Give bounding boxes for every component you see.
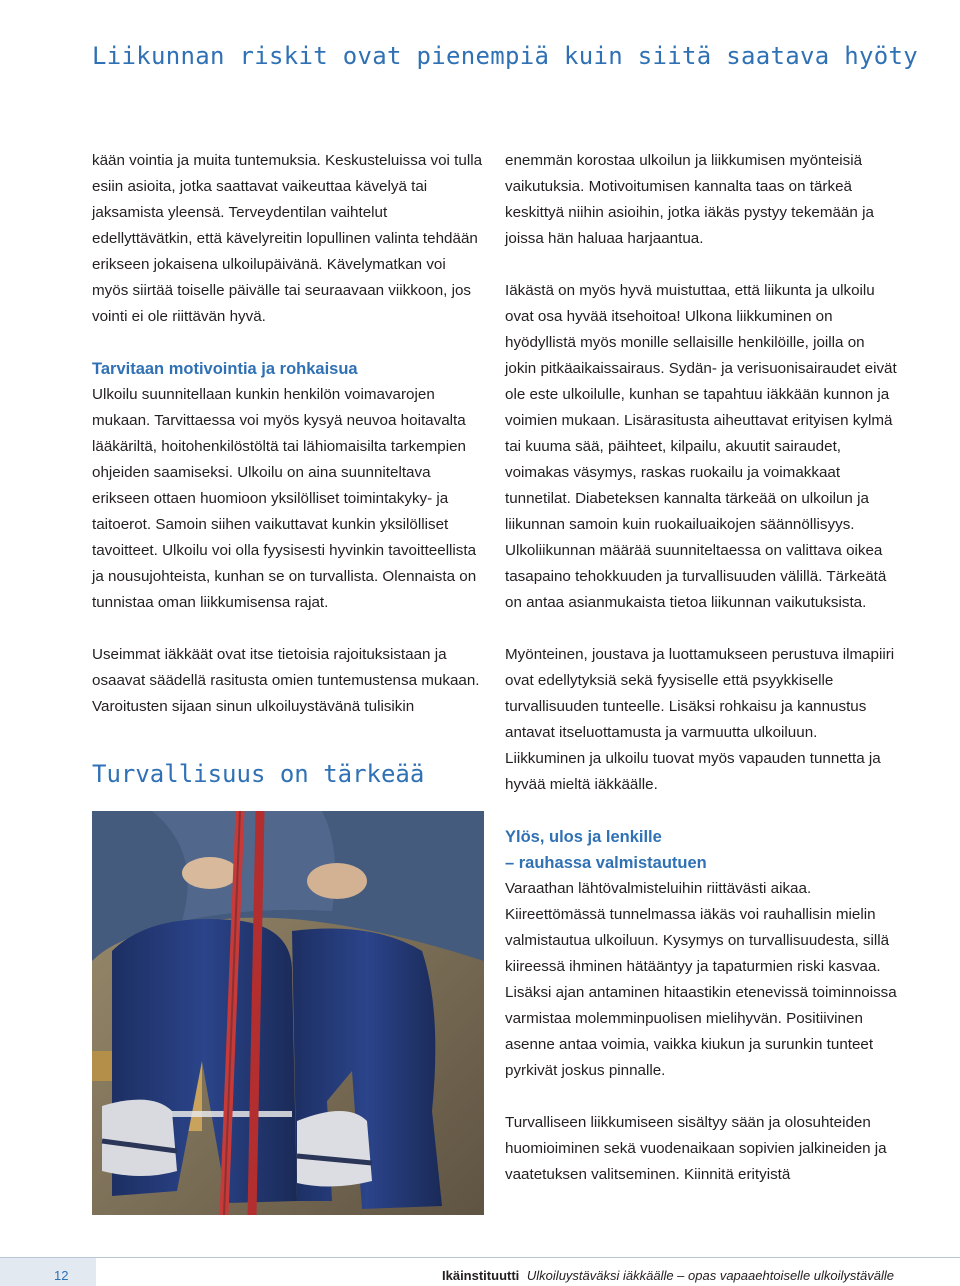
left-paragraph-2: Ulkoilu suunnitellaan kunkin henkilön voimavarojen mukaan. Tarvittaessa voi myös kysyä neuvoa hoitavalta lääkäriltä, hoitohenkilöstöltä tai lähiomaisilta tarkempien ohjeiden saamiseksi. Ulkoilu on aina suunniteltava erikseen ottaen huomioon yksilölliset toimintakyky- ja taitoerot. Samoin siihen vaikuttavat kunkin yksilölliset tavoitteet. Ulkoilu voi olla fyysisesti hyvinkin tavoitteellista ja nousujohteista, kunhan se on turvallista. Olennaista on tunnistaa oman liikkumisensa rajat. — [92, 386, 477, 611]
right-column — [505, 148, 897, 1214]
right-paragraph-4: Varaathan lähtövalmisteluihin riittävästi aikaa. Kiireettömässä tunnelmassa iäkäs voi rauhallisin mielin valmistautua ulkoiluun. Kysymys on turvallisuudesta, sillä kiireessä ihminen hätääntyy ja tapaturmien riski kasvaa. Lisäksi ajan antaminen hitaastikin etenevissä toiminnoissa varmistaa molemminpuolisen mielihyvän. Positiivinen asenne antaa voimia, vaikka kiukun ja surunkin tunteet pyrkivät joskus pinnalle. — [505, 880, 897, 1079]
footer-publication-title: Ulkoiluystäväksi iäkkäälle – opas vapaaehtoiselle ulkoilystävälle — [526, 1268, 894, 1283]
page-number: 12 — [54, 1268, 69, 1283]
right-paragraph-5: Turvalliseen liikkumiseen sisältyy sään ja olosuhteiden huomioiminen sekä vuodenaikaan sopivien jalkineiden ja vaatetuksen valitseminen. Kiinnitä erityistä — [505, 1114, 887, 1183]
section-title-safety: Turvallisuus on tärkeää — [92, 760, 425, 788]
photo-elderly-walker-with-poles — [92, 811, 484, 1215]
left-column — [92, 148, 484, 746]
left-paragraph-3: Useimmat iäkkäät ovat itse tietoisia rajoituksistaan ja osaavat säädellä rasitusta omien tuntemustensa mukaan. Varoitusten sijaan sinun ulkoiluystävänä tulisikin — [92, 646, 480, 715]
left-paragraph-1: kään vointia ja muita tuntemuksia. Keskusteluissa voi tulla esiin asioita, jotka saattavat vaikeuttaa kävelyä tai jaksamista yleensä. Terveydentilan vaihtelut edellyttävätkin, että kävelyreitin lopullinen valinta tehdään erikseen jokaisena ulkoilupäivänä. Kävelymatkan voi myös siirtää toiselle päivälle tai seuraavaan viikkoon, jos vointi ei ole riittävän hyvä. — [92, 152, 483, 325]
subheading-preparation-line1: Ylös, ulos ja lenkille — [505, 828, 662, 846]
right-paragraph-3: Myönteinen, joustava ja luottamukseen perustuva ilmapiiri ovat edellytyksiä sekä fyysiselle että psyykkiselle turvallisuuden tunteelle. Lisäksi rohkaisu ja kannustus antavat itseluottamusta ja varmuutta ulkoiluun. Liikkuminen ja ulkoilu tuovat myös vapauden tunnetta ja hyvää mieltä iäkkäälle. — [505, 646, 895, 793]
right-paragraph-2: Iäkästä on myös hyvä muistuttaa, että liikunta ja ulkoilu ovat osa hyvää itsehoitoa! Ulkona liikkuminen on hyödyllistä myös monille sellaisille henkilöille, joilla on jokin pitkäaikaissairaus. Sydän- ja verisuonisairaudet eivät ole este ulkoilulle, kunhan se tapahtuu iäkkään kunnon ja voimien mukaan. Lisärasitusta aiheuttavat erityisen kylmä tai kuuma sää, päihteet, kilpailu, akuutit sairaudet, voimakas väsymys, raskas ruokailu ja voimakkaat tunnetilat. Diabeteksen kannalta tärkeää on ulkoilun ja liikunnan samoin kuin ruokailuaikojen säännöllisyys. Ulkoliikunnan määrää suunniteltaessa on valittava oikea tasapaino tehokkuuden ja turvallisuuden välillä. Tärkeätä on antaa asianmukaista tietoa liikunnan vaikutuksista. — [505, 282, 897, 611]
footer-brand: Ikäinstituutti — [442, 1268, 520, 1283]
footer-publication-info — [442, 1268, 894, 1283]
right-paragraph-1: enemmän korostaa ulkoilun ja liikkumisen myönteisiä vaikutuksia. Motivoitumisen kannalta taas on tärkeä keskittyä niihin asioihin, jotka iäkäs pystyy tekemään ja joissa hän haluaa harjaantua. — [505, 152, 874, 247]
subheading-preparation-line2: – rauhassa valmistautuen — [505, 854, 707, 872]
footer-divider — [0, 1257, 960, 1258]
footer-page-tab — [0, 1258, 96, 1286]
subheading-motivation: Tarvitaan motivointia ja rohkaisua — [92, 360, 358, 378]
page-title: Liikunnan riskit ovat pienempiä kuin siitä saatava hyöty — [92, 42, 918, 70]
